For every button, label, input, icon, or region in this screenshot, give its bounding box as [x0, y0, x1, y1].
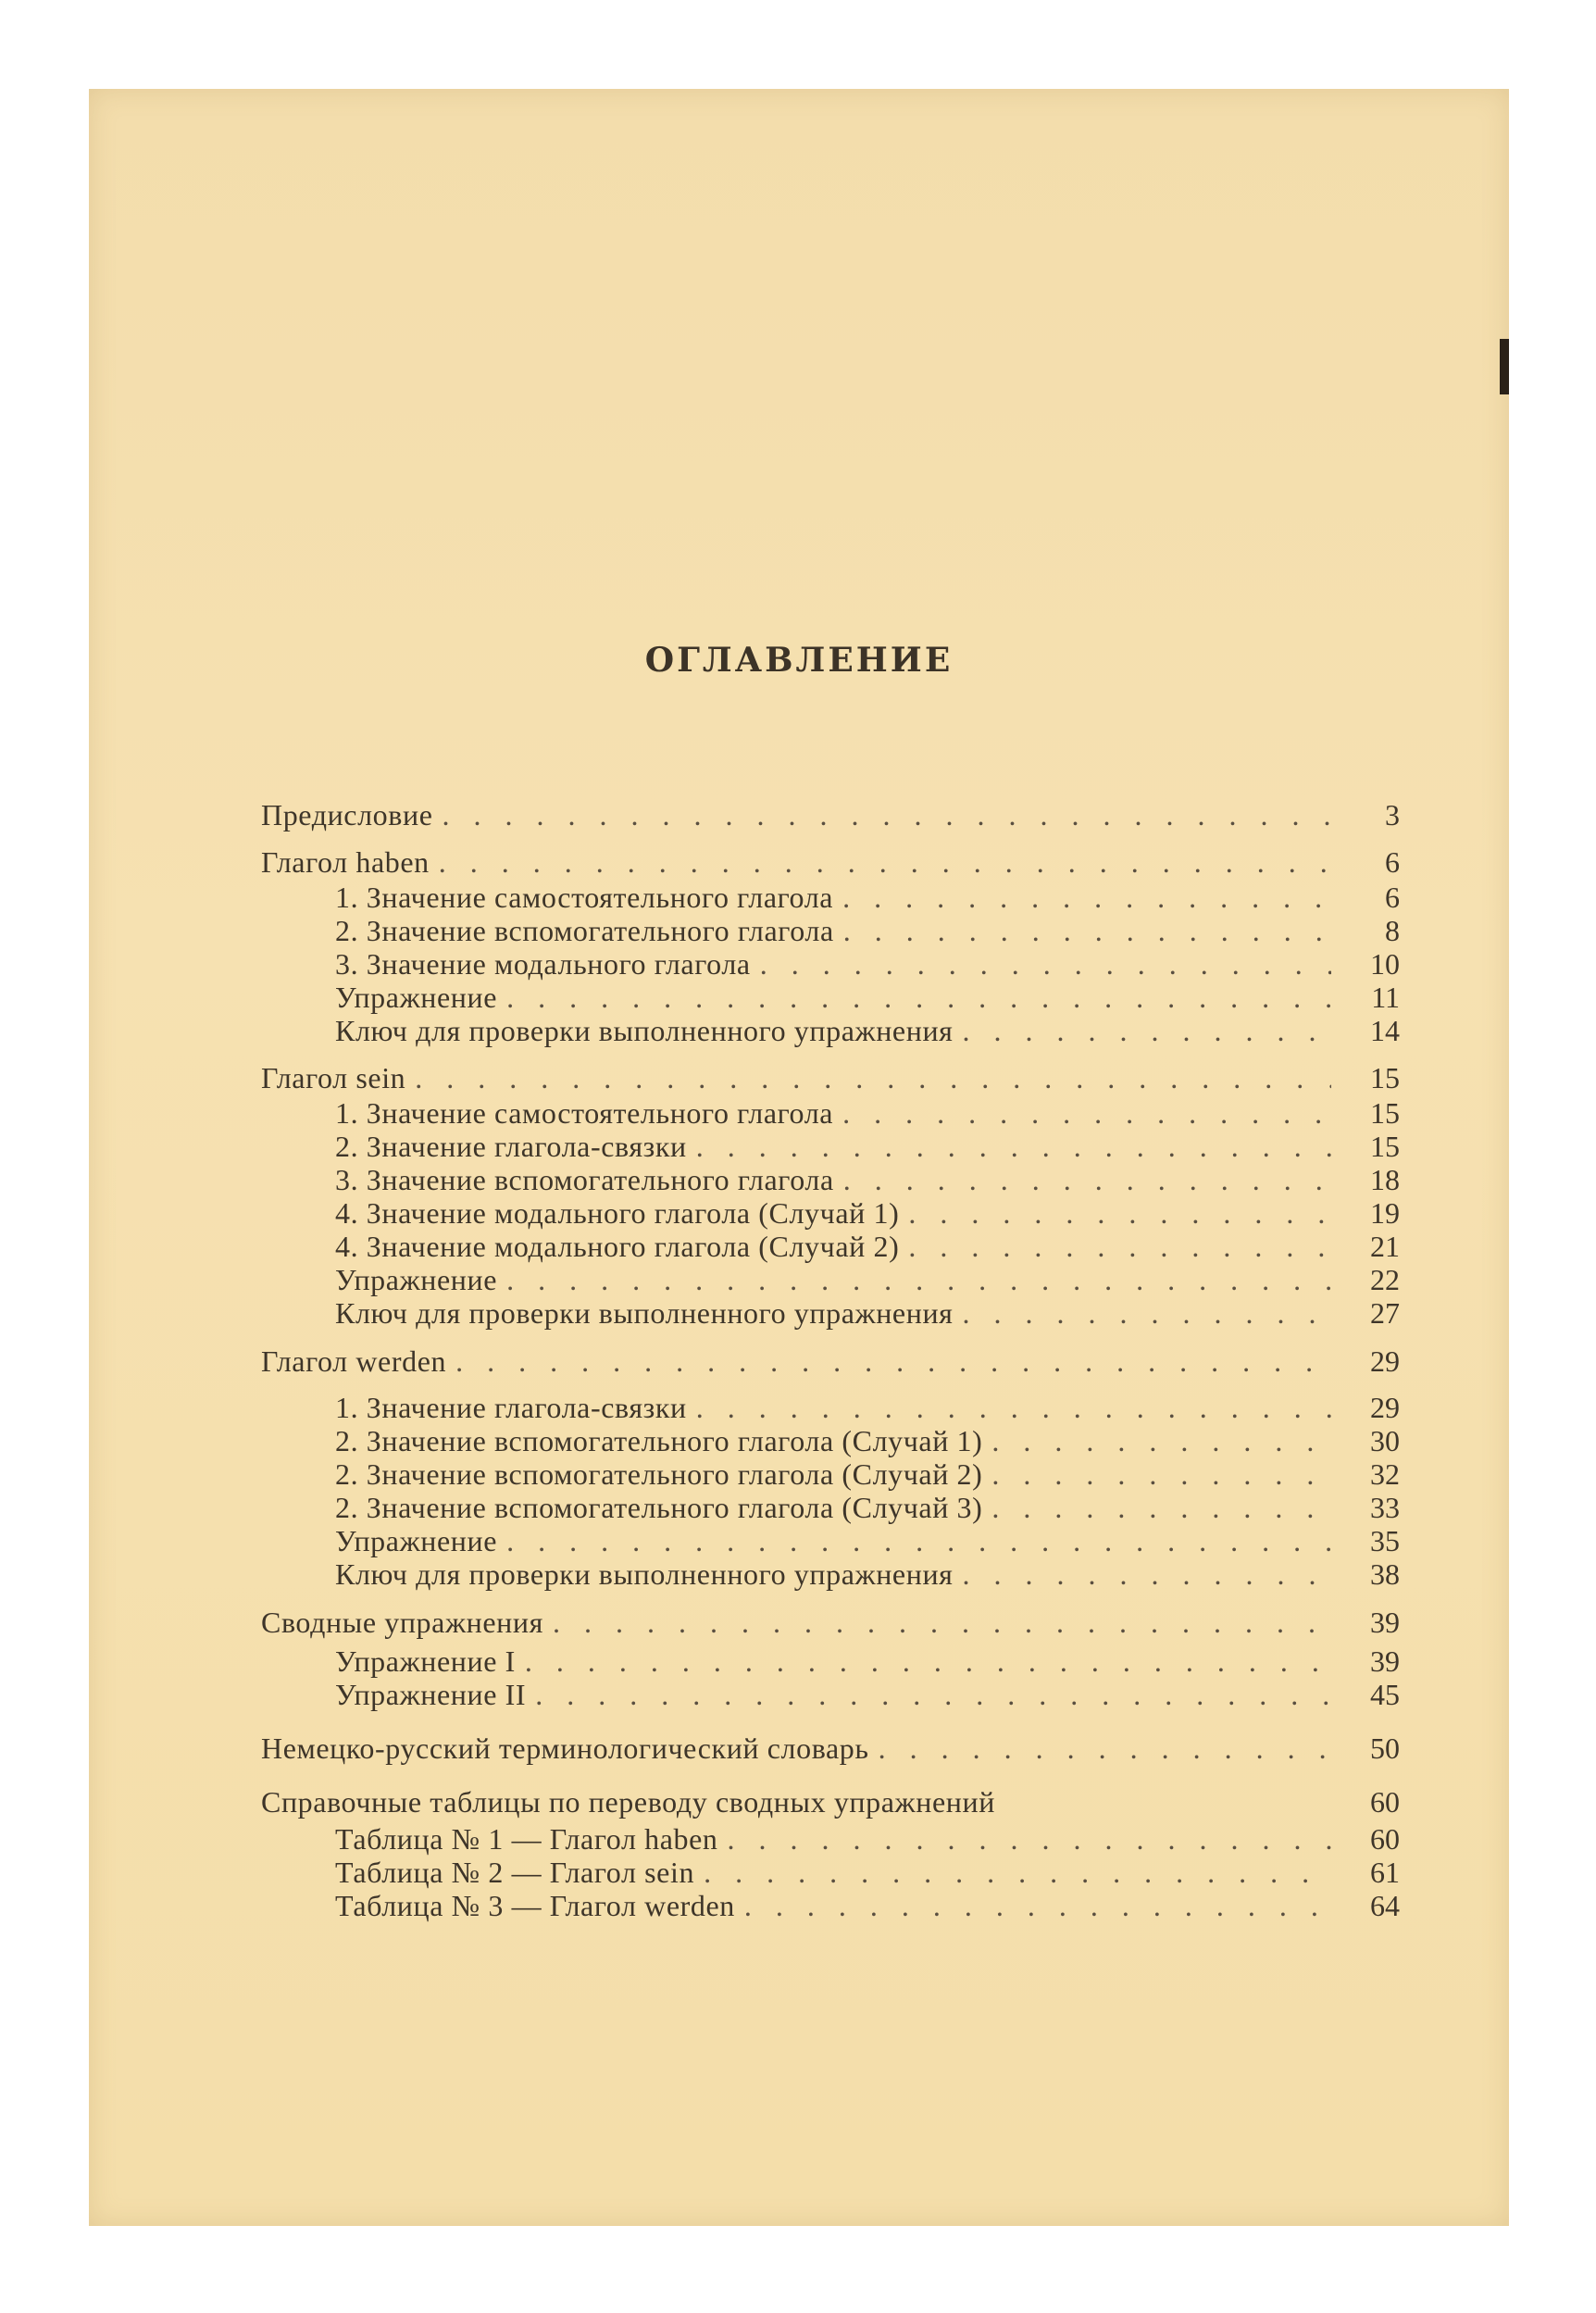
- toc-subentry: [261, 881, 1400, 914]
- dot-leader: [908, 1230, 1331, 1264]
- toc-entry-label: 1. Значение самостоятельного глагола: [335, 1096, 834, 1130]
- toc-subentry: [261, 947, 1400, 981]
- dot-leader: [842, 881, 1331, 915]
- toc-entry-werden: [261, 1344, 1400, 1378]
- toc-entry-label: 1. Значение самостоятельного глагола: [335, 881, 834, 914]
- toc-entry-label: 2. Значение вспомогательного глагола (Случай 2): [335, 1457, 983, 1491]
- toc-entry-dictionary: [261, 1732, 1400, 1765]
- toc-page-number: 14: [1370, 1014, 1400, 1047]
- toc-entry-label: Упражнение I: [335, 1644, 516, 1678]
- dot-leader: [443, 798, 1331, 832]
- toc-page-number: 27: [1370, 1296, 1400, 1330]
- toc-subentry: [261, 1457, 1400, 1491]
- dot-leader: [963, 1296, 1331, 1331]
- toc-subentry: [261, 1678, 1400, 1711]
- toc-entry-label: Таблица № 3 — Глагол werden: [335, 1889, 735, 1922]
- toc-entry-label: Немецко-русский терминологический словарь: [261, 1732, 869, 1765]
- toc-page-number: 19: [1370, 1196, 1400, 1230]
- toc-subentry: [261, 1196, 1400, 1230]
- dot-leader: [696, 1130, 1331, 1164]
- toc-entry-label: Сводные упражнения: [261, 1606, 543, 1639]
- toc-page-number: 61: [1370, 1856, 1400, 1889]
- toc-page-number: 50: [1370, 1732, 1400, 1765]
- toc-entry-label: Упражнение: [335, 981, 498, 1014]
- toc-subentry: [261, 1296, 1400, 1330]
- dot-leader: [525, 1644, 1331, 1679]
- dot-leader: [991, 1424, 1331, 1458]
- toc-subentry: [261, 1856, 1400, 1889]
- toc-subentry: [261, 1096, 1400, 1130]
- toc-page-number: 22: [1370, 1263, 1400, 1296]
- toc-entry-label: Ключ для проверки выполненного упражнения: [335, 1296, 954, 1330]
- toc-entry-label: 3. Значение вспомогательного глагола: [335, 1163, 834, 1196]
- toc-subentry: [261, 1491, 1400, 1524]
- dot-leader: [908, 1196, 1331, 1231]
- toc-page-number: 60: [1370, 1785, 1400, 1819]
- toc-entry-label: Глагол werden: [261, 1344, 447, 1378]
- dot-leader: [439, 845, 1331, 880]
- toc-page-number: 35: [1370, 1524, 1400, 1557]
- page-edge-mark: [1500, 339, 1509, 394]
- toc-subentry: [261, 981, 1400, 1014]
- toc-entry-label: 2. Значение вспомогательного глагола (Случай 3): [335, 1491, 983, 1524]
- toc-entry-label: Ключ для проверки выполненного упражнения: [335, 1014, 954, 1047]
- toc-page-number: 33: [1370, 1491, 1400, 1524]
- toc-page-number: 39: [1370, 1644, 1400, 1678]
- dot-leader: [842, 1096, 1331, 1131]
- toc-page-number: 29: [1370, 1344, 1400, 1378]
- toc-page-number: 29: [1370, 1391, 1400, 1424]
- toc-page-number: 11: [1371, 981, 1400, 1014]
- toc-entry-label: 4. Значение модального глагола (Случай 2): [335, 1230, 900, 1263]
- toc-page-number: 10: [1370, 947, 1400, 981]
- toc-subentry: [261, 1130, 1400, 1163]
- toc-page-number: 15: [1370, 1061, 1400, 1094]
- dot-leader: [415, 1061, 1331, 1095]
- toc-title: ОГЛАВЛЕНИЕ: [644, 641, 954, 680]
- toc-entry-summary-exercises: [261, 1606, 1400, 1639]
- toc-entry-preface: [261, 798, 1400, 831]
- dot-leader: [535, 1678, 1331, 1712]
- toc-entry-label: 3. Значение модального глагола: [335, 947, 751, 981]
- toc-subentry: [261, 1889, 1400, 1922]
- dot-leader: [506, 981, 1331, 1015]
- dot-leader: [506, 1524, 1331, 1558]
- book-page: [89, 89, 1509, 2226]
- dot-leader: [744, 1889, 1331, 1923]
- toc-entry-label: Справочные таблицы по переводу сводных упражнений: [261, 1785, 995, 1819]
- toc-page-number: 60: [1370, 1822, 1400, 1856]
- toc-page-number: 32: [1370, 1457, 1400, 1491]
- dot-leader: [696, 1391, 1331, 1425]
- dot-leader: [963, 1014, 1331, 1048]
- dot-leader: [879, 1732, 1331, 1766]
- toc-page-number: 30: [1370, 1424, 1400, 1457]
- toc-page-number: 45: [1370, 1678, 1400, 1711]
- toc-subentry: [261, 1163, 1400, 1196]
- toc-subentry: [261, 1391, 1400, 1424]
- toc-entry-label: 2. Значение вспомогательного глагола: [335, 914, 834, 947]
- toc-subentry: [261, 914, 1400, 947]
- toc-subentry: [261, 1014, 1400, 1047]
- dot-leader: [506, 1263, 1331, 1297]
- toc-page-number: 15: [1370, 1130, 1400, 1163]
- toc-entry-label: Упражнение: [335, 1263, 498, 1296]
- dot-leader: [704, 1856, 1331, 1890]
- toc-subentry: [261, 1644, 1400, 1678]
- dot-leader: [991, 1457, 1331, 1492]
- toc-entry-label: Упражнение: [335, 1524, 498, 1557]
- dot-leader: [843, 1163, 1331, 1197]
- dot-leader: [991, 1491, 1331, 1525]
- toc-page-number: 8: [1385, 914, 1400, 947]
- toc-subentry: [261, 1424, 1400, 1457]
- toc-subentry: [261, 1524, 1400, 1557]
- toc-entry-label: Глагол haben: [261, 845, 430, 879]
- toc-entry-label: Упражнение II: [335, 1678, 527, 1711]
- dot-leader: [843, 914, 1331, 948]
- toc-page-number: 3: [1385, 798, 1400, 831]
- toc-entry-label: Предисловие: [261, 798, 433, 831]
- toc-page-number: 39: [1370, 1606, 1400, 1639]
- toc-page-number: 18: [1370, 1163, 1400, 1196]
- toc-entry-label: Таблица № 2 — Глагол sein: [335, 1856, 695, 1889]
- toc-entry-label: 2. Значение вспомогательного глагола (Случай 1): [335, 1424, 983, 1457]
- toc-entry-label: 4. Значение модального глагола (Случай 1): [335, 1196, 900, 1230]
- toc-page-number: 6: [1385, 881, 1400, 914]
- toc-entry-label: Таблица № 1 — Глагол haben: [335, 1822, 718, 1856]
- dot-leader: [760, 947, 1331, 981]
- toc-subentry: [261, 1230, 1400, 1263]
- toc-subentry: [261, 1263, 1400, 1296]
- toc-entry-label: Глагол sein: [261, 1061, 406, 1094]
- toc-entry-sein: [261, 1061, 1400, 1094]
- toc-subentry: [261, 1822, 1400, 1856]
- toc-page-number: 15: [1370, 1096, 1400, 1130]
- toc-page-number: 21: [1370, 1230, 1400, 1263]
- dot-leader: [455, 1344, 1331, 1379]
- dot-leader: [963, 1557, 1331, 1592]
- toc-entry-reference-tables: [261, 1785, 1400, 1819]
- toc-entry-haben: [261, 845, 1400, 879]
- toc-entry-label: Ключ для проверки выполненного упражнения: [335, 1557, 954, 1591]
- toc-subentry: [261, 1557, 1400, 1591]
- toc-entry-label: 1. Значение глагола-связки: [335, 1391, 687, 1424]
- toc-entry-label: 2. Значение глагола-связки: [335, 1130, 687, 1163]
- toc-page-number: 38: [1370, 1557, 1400, 1591]
- dot-leader: [728, 1822, 1331, 1857]
- toc-page-number: 6: [1385, 845, 1400, 879]
- toc-page-number: 64: [1370, 1889, 1400, 1922]
- dot-leader: [553, 1606, 1331, 1640]
